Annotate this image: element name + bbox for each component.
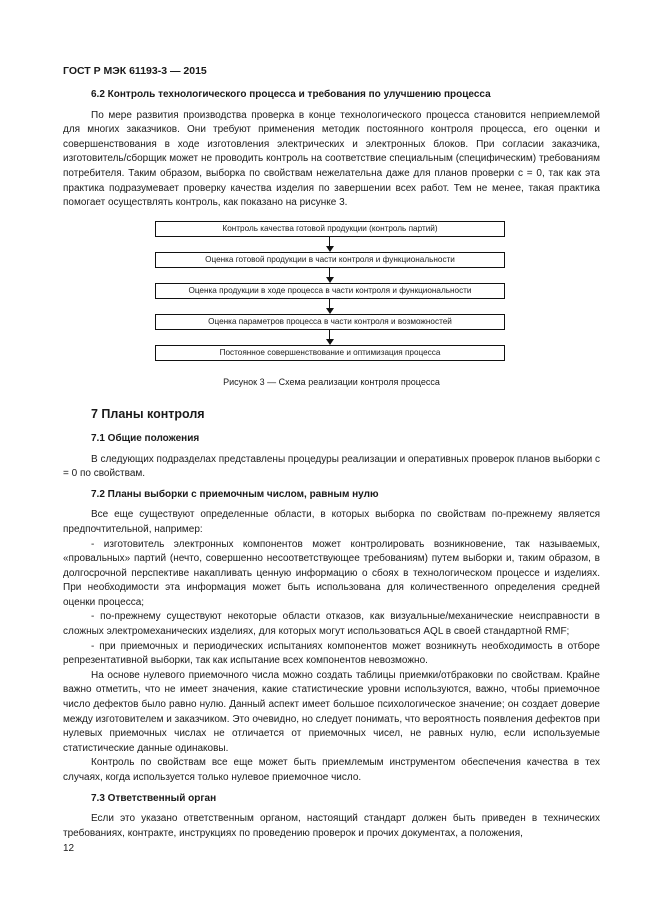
- section-7-2-list-item-2: - по-прежнему существуют некоторые области отказов, как визуальные/механические неисправности в сложных электромеханических изделиях, для которых могут использоваться AQL в своей стандартной RMF;: [63, 611, 600, 638]
- flow-arrow-icon: [155, 268, 505, 283]
- flow-step-3: Оценка продукции в ходе процесса в части контроля и функциональности: [155, 283, 505, 299]
- figure-3-caption: Рисунок 3 — Схема реализации контроля процесса: [223, 376, 440, 387]
- flow-step-5: Постоянное совершенствование и оптимизация процесса: [155, 345, 505, 361]
- section-6-2-heading: 6.2 Контроль технологического процесса и требования по улучшению процесса: [91, 89, 491, 100]
- section-6-2-paragraph: По мере развития производства проверка в конце технологического процесса становится неприемлемой для многих заказчиков. Они требуют применения методик постоянного контроля процесса, его оценки и совершенствования в ходе изготовления электрических и электронных блоков. При согласии заказчика, изготовитель/сборщик может не проводить контроль на соответствие специальным (специфическим) требованиям потребителя. Таким образом, выборка по свойствам нежелательна даже для планов проверки с = 0, так как эта практика подразумевает проверку качества изделия по завершении всех работ. Тем не менее, такая практика помогает осуществлять контроль, как показано на рисунке 3.: [63, 109, 600, 209]
- section-7-3-heading: 7.3 Ответственный орган: [91, 792, 217, 804]
- flow-arrow-icon: [155, 299, 505, 314]
- section-7-2-paragraph-3: Контроль по свойствам все еще может быть приемлемым инструментом обеспечения качества в тех случаях, когда используется только нулевое приемочное число.: [63, 757, 600, 783]
- figure-3-flow-diagram: [155, 221, 505, 361]
- page-number: 12: [63, 843, 75, 854]
- section-7-2-paragraph-2: На основе нулевого приемочного числа можно создать таблицы приемки/отбраковки по свойствам. Крайне важно отметить, что не имеет значения, какие статистические уровни используются, важно, чтобы приемочное число дефектов было равно нулю. Данный аспект имеет большое психологическое значение; он создает доверие между изготовителем и заказчиком. Это очевидно, но следует понимать, что вероятность появления дефектов при нулевых приемочных числах не отличается от приемочных чисел, не равных нулю, если используемые статистические данные одинаковы.: [63, 669, 600, 754]
- flow-arrow-icon: [155, 330, 505, 345]
- section-7-2-paragraph-1: Все еще существуют определенные области, в которых выборка по свойствам по-прежнему является предпочтительной, например:: [63, 509, 600, 535]
- section-7-2-heading: 7.2 Планы выборки с приемочным числом, равным нулю: [91, 488, 379, 500]
- section-7-1-heading: 7.1 Общие положения: [91, 432, 200, 444]
- section-7-1-paragraph: В следующих подразделах представлены процедуры реализации и оперативных проверок планов выборки с = 0 по свойствам.: [63, 453, 601, 480]
- flow-step-1: Контроль качества готовой продукции (контроль партий): [155, 221, 505, 237]
- flow-step-4: Оценка параметров процесса в части контроля и возможностей: [155, 314, 505, 330]
- section-7-heading: 7 Планы контроля: [91, 407, 205, 422]
- flow-step-2: Оценка готовой продукции в части контроля и функциональности: [155, 252, 505, 268]
- flow-arrow-icon: [155, 237, 505, 252]
- page-content: [63, 88, 600, 841]
- running-header: ГОСТ Р МЭК 61193-3 — 2015: [63, 65, 207, 77]
- section-7-2-list-item-3: - при приемочных и периодических испытаниях компонентов может возникнуть необходимость в отборе репрезентативной выборки, так как испытание всех компонентов невозможно.: [63, 640, 600, 667]
- section-7-3-paragraph: Если это указано ответственным органом, настоящий стандарт должен быть приведен в технических требованиях, контракте, инструкциях по проведению проверок и прочих документах, а положения,: [63, 813, 600, 839]
- section-7-2-list-item-1: - изготовитель электронных компонентов может контролировать возникновение, так называемых, «провальных» партий (нечто, совершенно несоответствующее требованиям) путем выборки и, таким образом, в долгосрочной перспективе накапливать ценную информацию о сбоях в технологическом процессе и изделиях. При необходимости эта информация может быть использована для количественного определения средней оценки процесса;: [63, 538, 600, 608]
